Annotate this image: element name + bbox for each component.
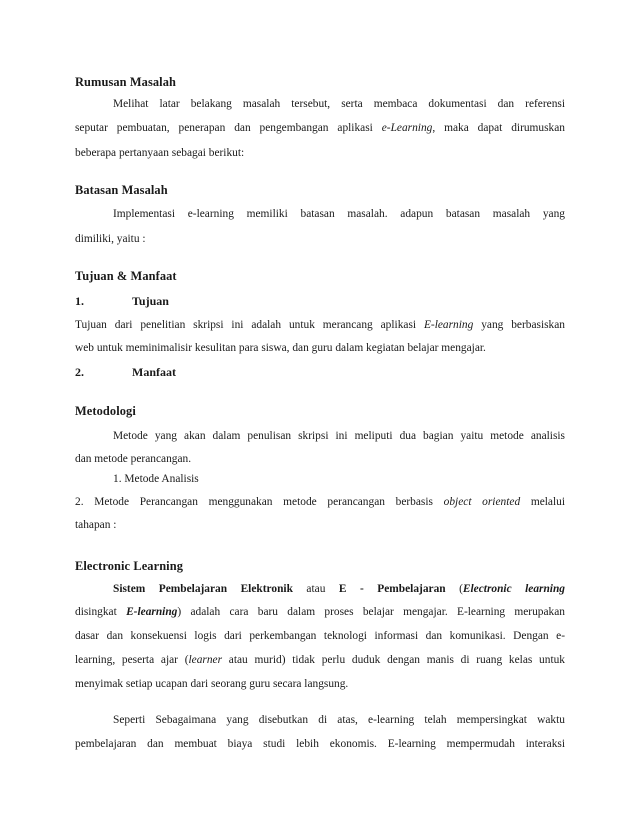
heading-rumusan-masalah: Rumusan Masalah	[75, 75, 176, 89]
electronic-p1-line-2	[75, 607, 565, 618]
batasan-line-1: Implementasi e-learning memiliki batasan masalah. adapun batasan masalah yang	[113, 208, 565, 220]
electronic-term-abbrev: E-learning	[126, 606, 178, 618]
electronic-p1-line-4-tail: atau murid) tidak perlu duduk dengan manis di ruang kelas untuk	[222, 654, 566, 666]
rumusan-line-2	[75, 123, 565, 134]
metodologi-line-4-emphasis: object oriented	[443, 496, 521, 508]
subheading-tujuan-label: Tujuan	[132, 294, 169, 308]
rumusan-line-2-tail: , maka dapat dirumuskan	[432, 122, 565, 134]
electronic-p2-line-2: pembelajaran dan membuat biaya studi lebih ekonomis. E-learning mempermudah interaksi	[75, 738, 565, 750]
subheading-tujuan	[75, 295, 169, 307]
subheading-manfaat-number: 2.	[75, 365, 84, 379]
electronic-p2-line-1: Seperti Sebagaimana yang disebutkan di atas, e-learning telah mempersingkat waktu	[113, 714, 565, 726]
tujuan-line-1-tail: yang berbasiskan	[473, 319, 566, 331]
metodologi-line-4-tail: melalui	[520, 496, 565, 508]
metodologi-line-4	[75, 497, 565, 508]
heading-tujuan-manfaat: Tujuan & Manfaat	[75, 269, 177, 283]
metodologi-line-5: tahapan :	[75, 519, 117, 531]
electronic-p1-line-1-paren: (	[445, 583, 463, 595]
electronic-p1-line-1-text: atau	[292, 583, 339, 595]
heading-batasan-masalah: Batasan Masalah	[75, 183, 168, 197]
tujuan-line-1-emphasis: E-learning	[423, 319, 474, 331]
tujuan-line-1-text: Tujuan dari penelitian skripsi ini adalah untuk merancang aplikasi	[75, 319, 424, 331]
subheading-manfaat-label: Manfaat	[132, 365, 176, 379]
heading-electronic-learning: Electronic Learning	[75, 559, 184, 573]
metodologi-line-4-text: 2. Metode Perancangan menggunakan metode perancangan berbasis	[75, 496, 444, 508]
tujuan-line-2: web untuk meminimalisir kesulitan para siswa, dan guru dalam kegiatan belajar mengajar.	[75, 342, 486, 354]
rumusan-line-3: beberapa pertanyaan sebagai berikut:	[75, 147, 245, 159]
heading-metodologi: Metodologi	[75, 404, 136, 418]
batasan-line-2: dimiliki, yaitu :	[75, 233, 146, 245]
subheading-tujuan-number: 1.	[75, 294, 84, 308]
electronic-term-english: Electronic learning	[462, 583, 566, 595]
tujuan-line-1	[75, 320, 565, 331]
electronic-p1-line-4-text: learning, peserta ajar (	[75, 654, 189, 666]
metodologi-line-2: dan metode perancangan.	[75, 453, 192, 465]
rumusan-line-1: Melihat latar belakang masalah tersebut, serta membaca dokumentasi dan referensi	[113, 98, 565, 110]
rumusan-line-2-emphasis: e-Learning	[381, 122, 433, 134]
electronic-p1-line-1	[113, 584, 565, 595]
electronic-p1-line-5: menyimak setiap ucapan dari seorang guru secara langsung.	[75, 678, 349, 690]
subheading-manfaat	[75, 366, 176, 378]
electronic-term-sistem: Sistem Pembelajaran Elektronik	[113, 583, 293, 595]
electronic-term-e-pembelajaran: E - Pembelajaran	[338, 583, 446, 595]
metodologi-line-3: 1. Metode Analisis	[113, 473, 199, 485]
electronic-p1-line-4-emphasis: learner	[188, 654, 223, 666]
electronic-p1-line-2-tail: ) adalah cara baru dalam proses belajar mengajar. E-learning merupakan	[177, 606, 565, 618]
electronic-p1-line-3: dasar dan konsekuensi logis dari perkembangan teknologi informasi dan komunikasi. Dengan e-	[75, 630, 565, 642]
electronic-p1-line-4	[75, 655, 565, 666]
metodologi-line-1: Metode yang akan dalam penulisan skripsi ini meliputi dua bagian yaitu metode analisis	[113, 430, 565, 442]
rumusan-line-2-text: seputar pembuatan, penerapan dan pengembangan aplikasi	[75, 122, 382, 134]
electronic-p1-line-2-text: disingkat	[75, 606, 127, 618]
